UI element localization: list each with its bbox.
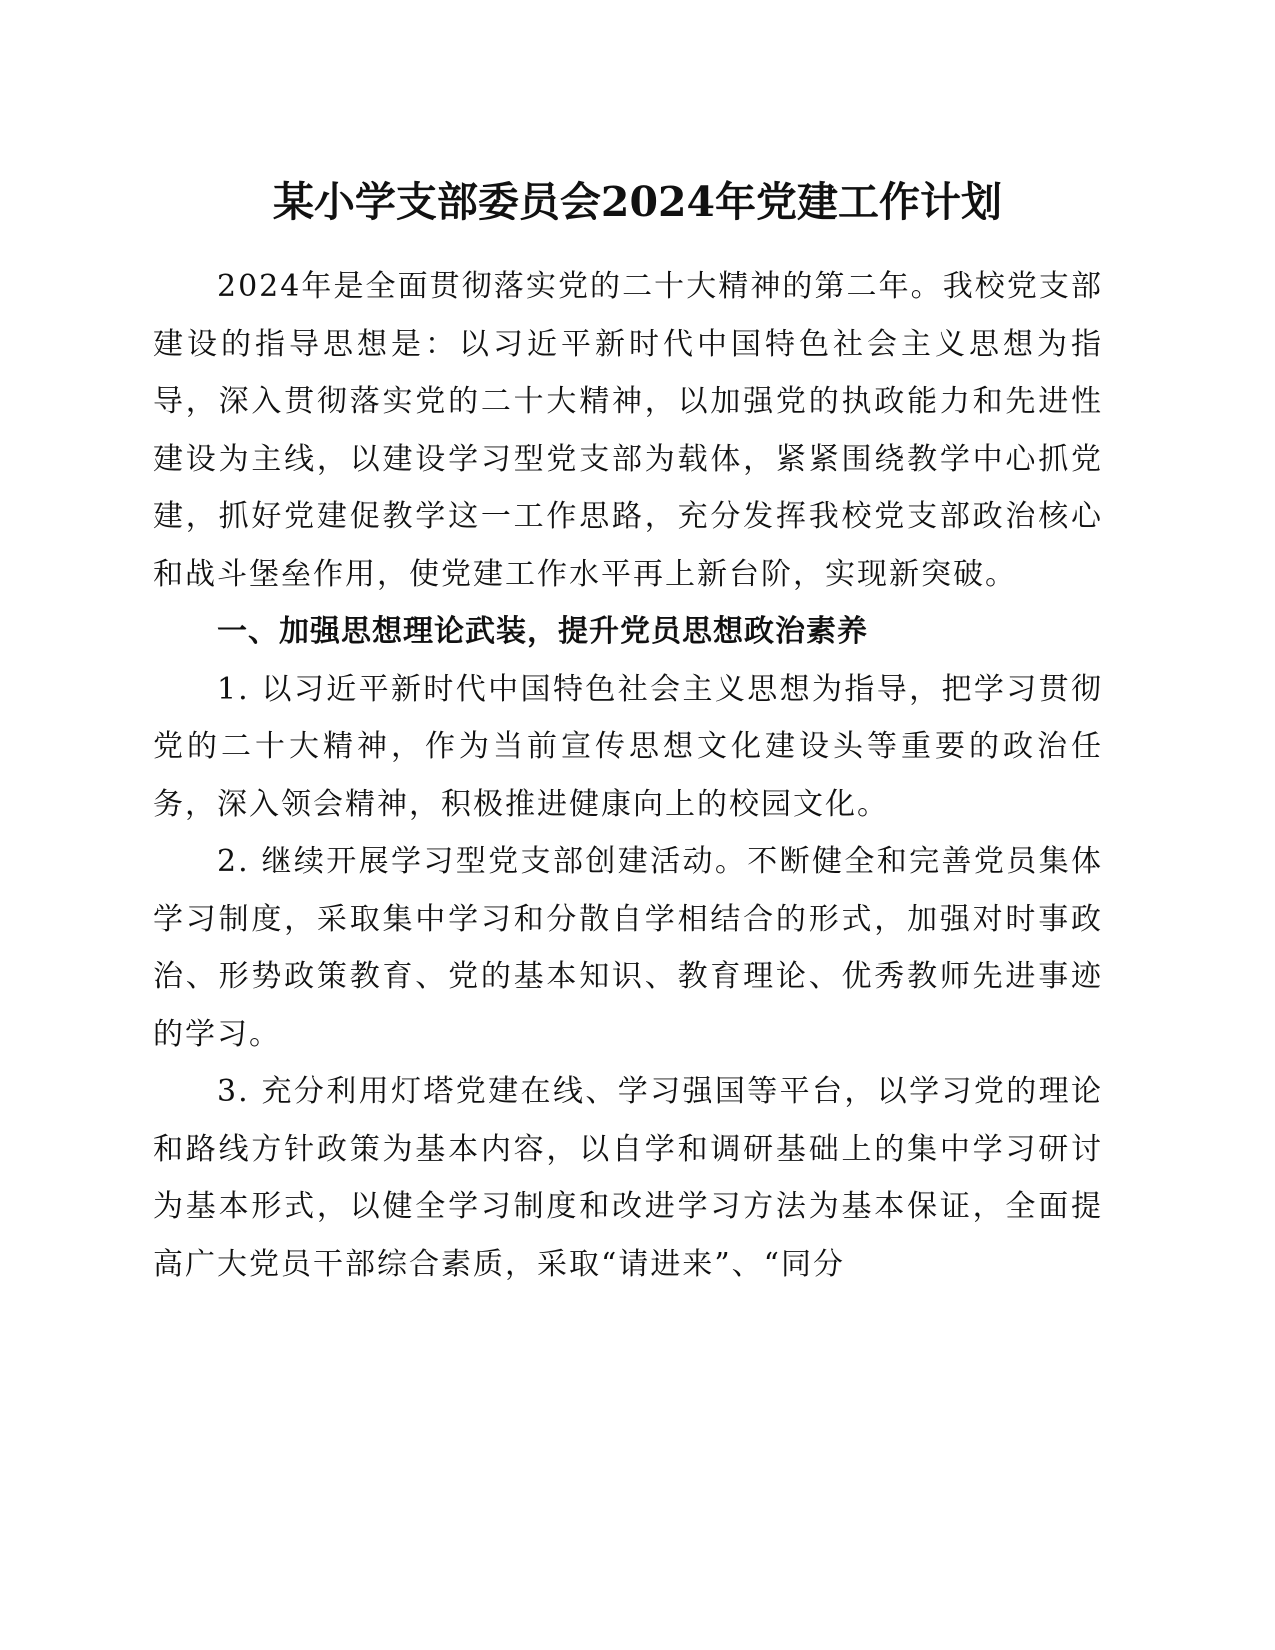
document-body — [153, 258, 1103, 1293]
list-item-3: 3. 充分利用灯塔党建在线、学习强国等平台，以学习党的理论和路线方针政策为基本内容，以自学和调研基础上的集中学习研讨为基本形式，以健全学习制度和改进学习方法为基本保证，全面提高广大党员干部综合素质，采取“请进来”、“同分 — [153, 1074, 1103, 1282]
list-item-1: 1. 以习近平新时代中国特色社会主义思想为指导，把学习贯彻党的二十大精神，作为当前宣传思想文化建设头等重要的政治任务，深入领会精神，积极推进健康向上的校园文化。 — [153, 671, 1103, 822]
intro-paragraph: 2024年是全面贯彻落实党的二十大精神的第二年。我校党支部建设的指导思想是：以习近平新时代中国特色社会主义思想为指导，深入贯彻落实党的二十大精神，以加强党的执政能力和先进性建设为主线，以建设学习型党支部为载体，紧紧围绕教学中心抓党建，抓好党建促教学这一工作思路，充分发挥我校党支部政治核心和战斗堡垒作用，使党建工作水平再上新台阶，实现新突破。 — [153, 269, 1103, 592]
list-item-2: 2. 继续开展学习型党支部创建活动。不断健全和完善党员集体学习制度，采取集中学习和分散自学相结合的形式，加强对时事政治、形势政策教育、党的基本知识、教育理论、优秀教师先进事迹的学习。 — [153, 844, 1103, 1052]
document-title: 某小学支部委员会2024年党建工作计划 — [272, 178, 1003, 226]
section-heading: 一、加强思想理论武装，提升党员思想政治素养 — [217, 614, 868, 649]
